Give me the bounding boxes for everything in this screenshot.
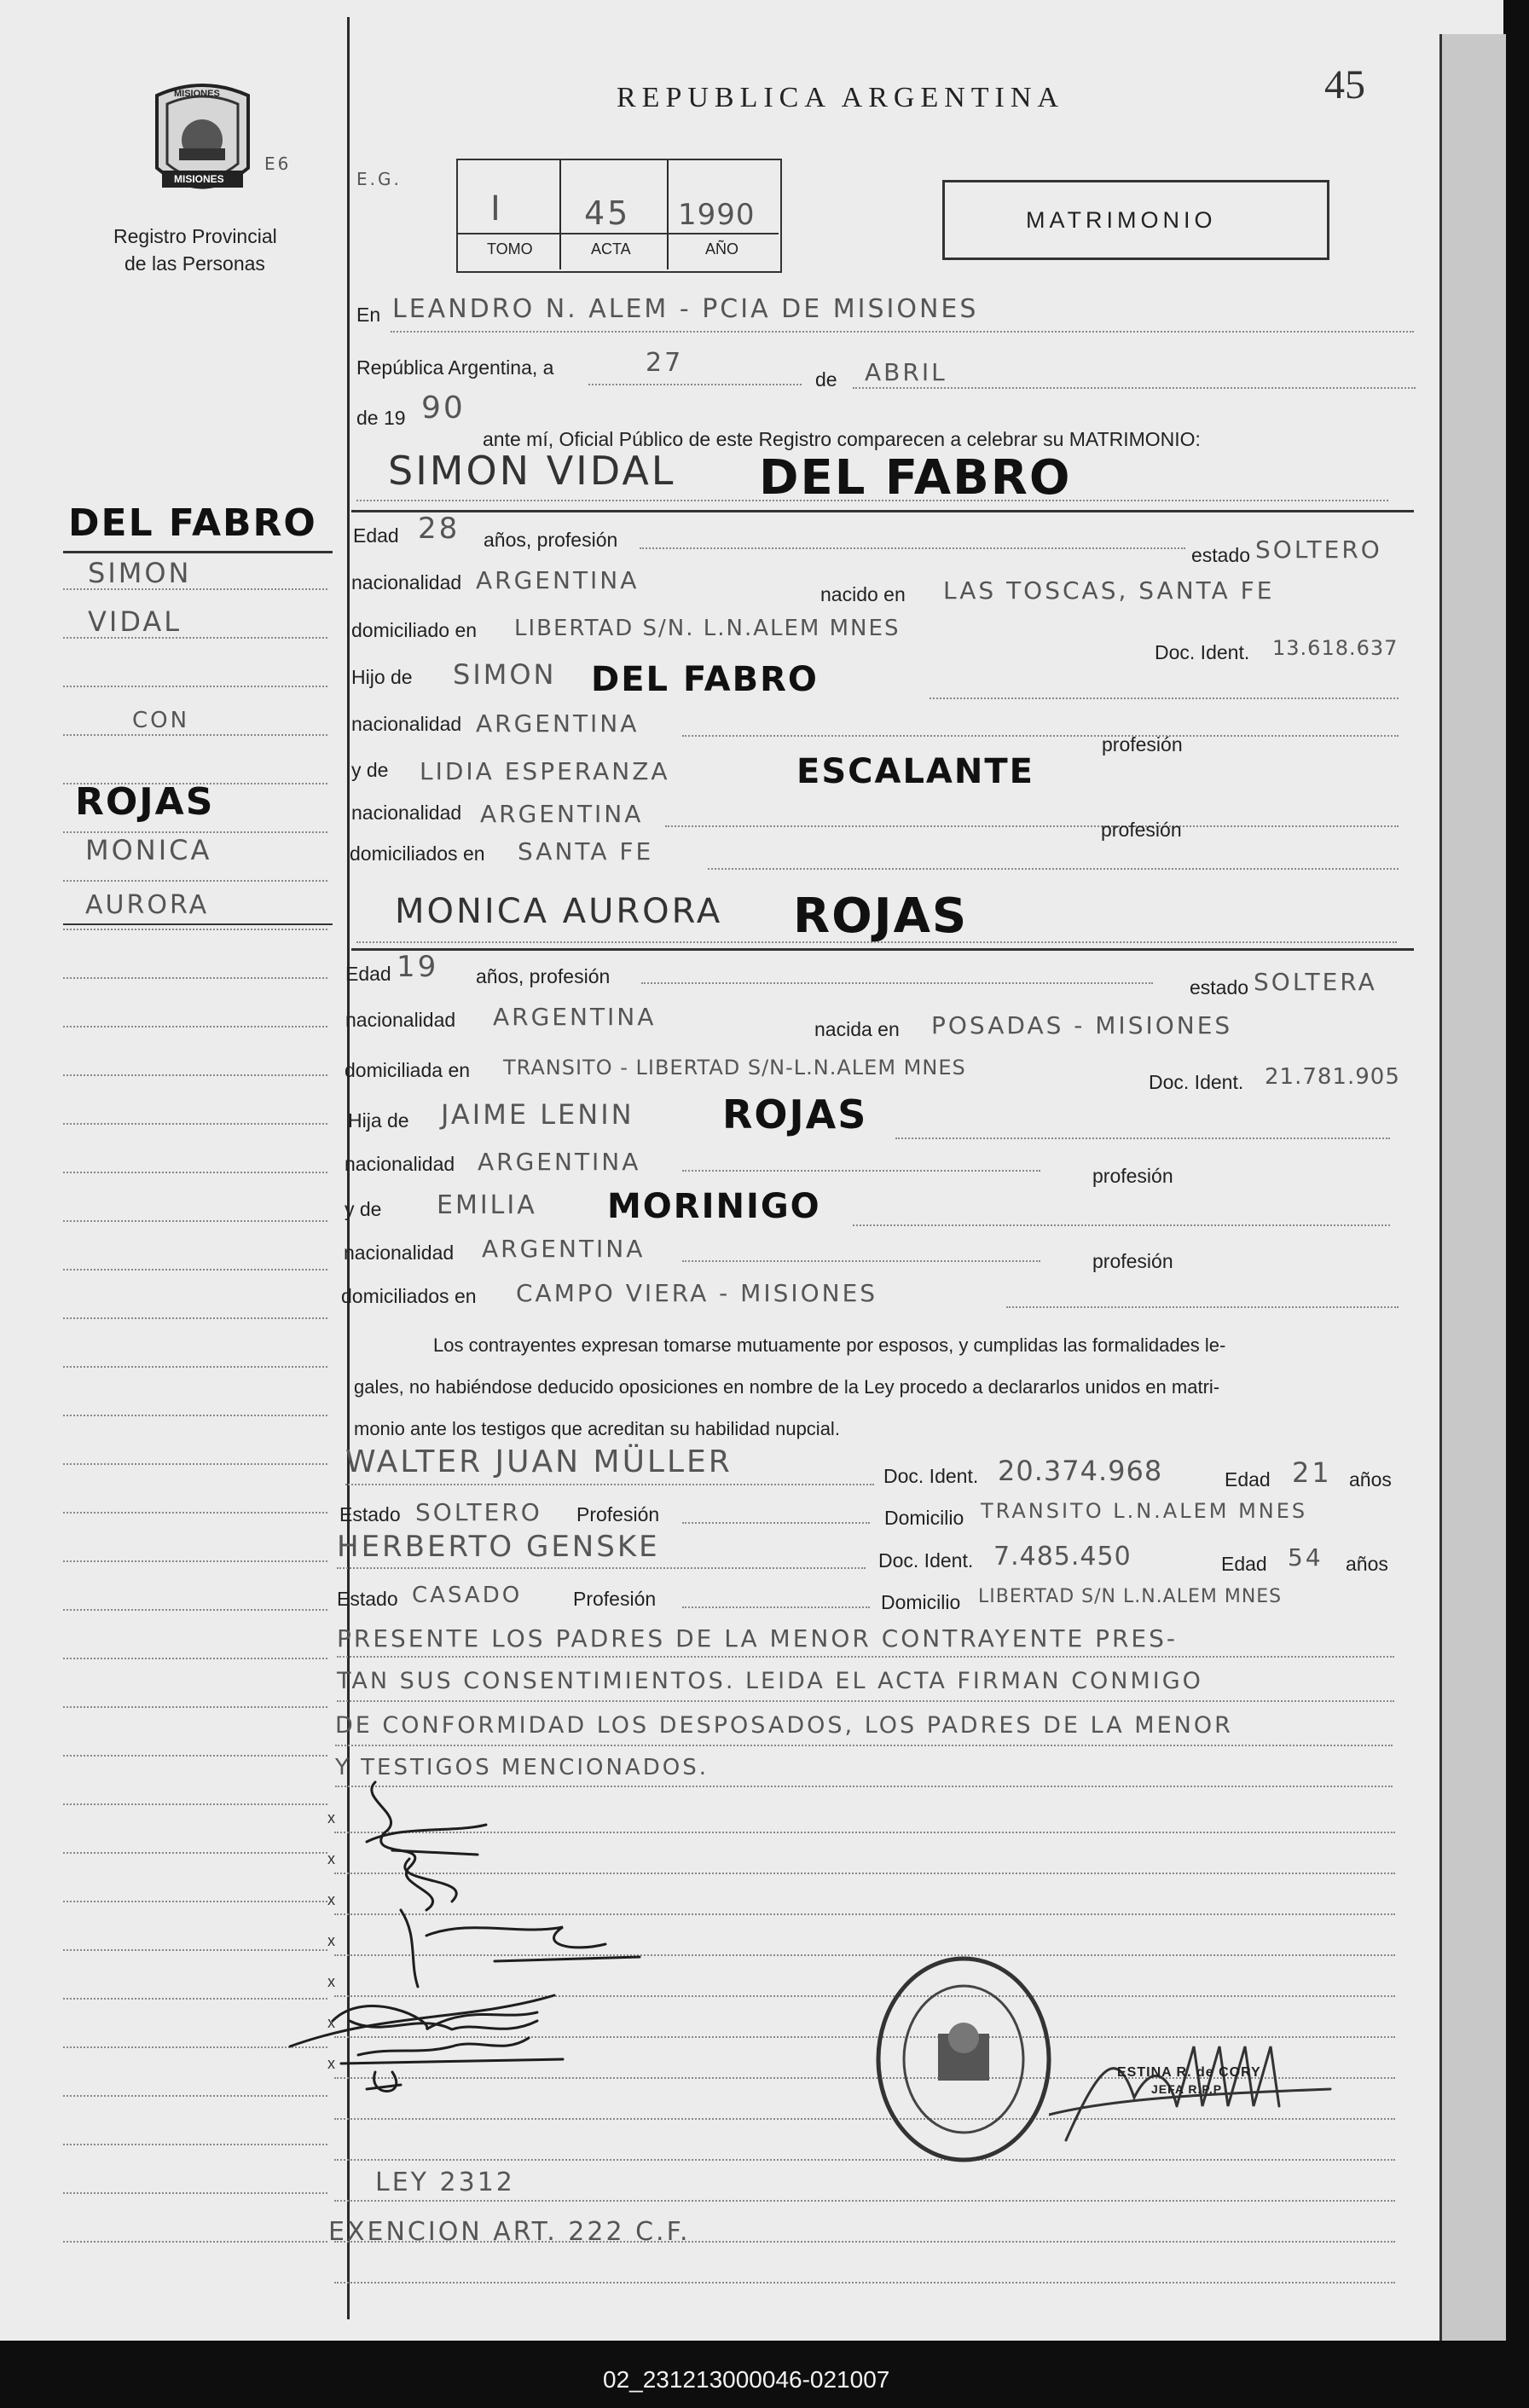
sidebar-bride-surname: ROJAS bbox=[75, 780, 215, 824]
footer-ley: LEY 2312 bbox=[375, 2168, 515, 2197]
witness2-domicilio-label: Domicilio bbox=[881, 1591, 961, 1613]
tomo-value: I bbox=[490, 189, 503, 229]
fill-line bbox=[682, 735, 1399, 737]
fill-line bbox=[682, 1170, 1040, 1172]
sidebar-line bbox=[63, 831, 327, 833]
bride-edad-label: Edad bbox=[345, 963, 391, 985]
fill-line bbox=[682, 1606, 870, 1608]
official-stamp-name: ESTINA R. de CORY bbox=[1117, 2065, 1261, 2080]
groom-mother-nacionalidad-label: nacionalidad bbox=[351, 802, 462, 824]
bride-father-profesion-label: profesión bbox=[1092, 1165, 1173, 1187]
sidebar-rule bbox=[63, 923, 333, 925]
witness2-doc: 7.485.450 bbox=[993, 1542, 1132, 1572]
signature-x-mark: x bbox=[327, 1891, 335, 1908]
fill-line bbox=[1006, 1306, 1399, 1308]
sidebar-line bbox=[63, 1220, 327, 1222]
republica-label: República Argentina, a bbox=[356, 356, 554, 379]
year-suffix: 90 bbox=[421, 391, 466, 425]
signature-line bbox=[334, 2200, 1395, 2202]
fill-line bbox=[345, 1484, 874, 1485]
bride-anos-profesion: años, profesión bbox=[476, 965, 611, 987]
fill-line bbox=[356, 500, 1388, 501]
seal-top-text: MISIONES bbox=[174, 89, 220, 99]
fill-line bbox=[335, 1745, 1393, 1746]
fill-line bbox=[641, 982, 1153, 984]
witness1-domicilio: TRANSITO L.N.ALEM MNES bbox=[981, 1499, 1308, 1523]
groom-father-surname: DEL FABRO bbox=[591, 660, 819, 699]
witness1-name: WALTER JUAN MÜLLER bbox=[345, 1444, 733, 1479]
sidebar-line bbox=[63, 1658, 327, 1659]
witness2-edad-label: Edad bbox=[1221, 1553, 1267, 1575]
bride-father-nacionalidad: ARGENTINA bbox=[478, 1148, 641, 1176]
notes-line1: PRESENTE LOS PADRES DE LA MENOR CONTRAYENTE PRES- bbox=[337, 1624, 1179, 1653]
groom-domiciliado-label: domiciliado en bbox=[351, 619, 478, 641]
witness2-doc-label: Doc. Ident. bbox=[878, 1549, 974, 1572]
witness2-name: HERBERTO GENSKE bbox=[337, 1530, 660, 1564]
sidebar-line bbox=[63, 1609, 327, 1611]
act-type: MATRIMONIO bbox=[1026, 207, 1217, 233]
signature-x-mark: x bbox=[327, 2055, 335, 2072]
groom-father-name: SIMON bbox=[453, 658, 557, 691]
notes-line4: Y TESTIGOS MENCIONADOS. bbox=[335, 1755, 709, 1780]
fill-line bbox=[853, 1224, 1390, 1226]
bride-father-name: JAIME LENIN bbox=[441, 1098, 634, 1131]
acta-value: 45 bbox=[584, 194, 631, 232]
witness1-estado: SOLTERO bbox=[415, 1498, 542, 1526]
sidebar-line bbox=[63, 1366, 327, 1368]
witness2-profesion-label: Profesión bbox=[573, 1588, 657, 1610]
groom-nacionalidad: ARGENTINA bbox=[476, 566, 640, 594]
bride-surname: ROJAS bbox=[793, 889, 969, 944]
bride-age: 19 bbox=[397, 950, 439, 984]
image-caption: 02_231213000046-021007 bbox=[603, 2366, 890, 2393]
sidebar-bride-given-2: AURORA bbox=[85, 890, 210, 920]
handwritten-signatures bbox=[281, 1765, 682, 2106]
groom-mother-surname: ESCALANTE bbox=[796, 752, 1034, 791]
signature-x-mark: x bbox=[327, 2014, 335, 2031]
declaration-line1: Los contrayentes expresan tomarse mutuamente por esposos, y cumplidas las formalidades le- bbox=[433, 1334, 1226, 1356]
witness1-profesion-label: Profesión bbox=[576, 1503, 660, 1525]
signature-x-mark: x bbox=[327, 1850, 335, 1867]
registry-line2: de las Personas bbox=[125, 252, 265, 275]
fill-line bbox=[391, 331, 1414, 333]
groom-estado: SOLTERO bbox=[1255, 535, 1382, 564]
sidebar-line bbox=[63, 1560, 327, 1562]
bride-birthplace: POSADAS - MISIONES bbox=[931, 1011, 1233, 1039]
notes-line3: DE CONFORMIDAD LOS DESPOSADOS, LOS PADRES DE LA MENOR bbox=[335, 1712, 1233, 1739]
tomo-label: TOMO bbox=[487, 240, 533, 258]
province-seal bbox=[145, 78, 260, 206]
fill-line bbox=[337, 1700, 1394, 1702]
sidebar-line bbox=[63, 1755, 327, 1757]
sidebar-line bbox=[63, 588, 327, 590]
groom-edad-label: Edad bbox=[353, 524, 399, 547]
sidebar-line bbox=[63, 1074, 327, 1076]
bride-domiciliada-label: domiciliada en bbox=[345, 1059, 471, 1081]
fill-line bbox=[682, 1522, 870, 1524]
groom-doc-label: Doc. Ident. bbox=[1155, 641, 1250, 663]
witness1-anos-label: años bbox=[1349, 1468, 1392, 1491]
year-prefix: de 19 bbox=[356, 407, 406, 429]
bride-parents-domicilio: CAMPO VIERA - MISIONES bbox=[516, 1279, 878, 1307]
bride-mother-nacionalidad-label: nacionalidad bbox=[344, 1242, 455, 1264]
signature-line bbox=[334, 2159, 1395, 2161]
fill-line bbox=[853, 387, 1416, 389]
marriage-day: 27 bbox=[646, 348, 684, 378]
fill-line bbox=[930, 698, 1399, 699]
groom-father-nacionalidad: ARGENTINA bbox=[476, 709, 640, 738]
fill-line bbox=[356, 941, 1397, 943]
sidebar-line bbox=[63, 1706, 327, 1708]
groom-parents-domicilio: SANTA FE bbox=[518, 837, 654, 865]
fill-line bbox=[682, 1260, 1040, 1262]
sidebar-line bbox=[63, 2192, 327, 2194]
de-label: de bbox=[815, 368, 837, 391]
official-stamp-title: JEFA R.P.P bbox=[1151, 2082, 1223, 2096]
bride-yde-label: y de bbox=[345, 1198, 382, 1220]
sidebar-line bbox=[63, 1512, 327, 1514]
official-round-stamp bbox=[870, 1953, 1057, 2166]
bride-nacida-label: nacida en bbox=[814, 1018, 900, 1040]
witness2-anos-label: años bbox=[1346, 1553, 1388, 1575]
sidebar-line bbox=[63, 1172, 327, 1173]
sidebar-line bbox=[63, 1415, 327, 1416]
witness2-domicilio: LIBERTAD S/N L.N.ALEM MNES bbox=[978, 1586, 1283, 1607]
sidebar-given-1: SIMON bbox=[88, 557, 192, 589]
sidebar-line bbox=[63, 783, 327, 784]
official-signature bbox=[1049, 2012, 1356, 2157]
bride-father-nacionalidad-label: nacionalidad bbox=[345, 1153, 455, 1175]
groom-mother-profesion-label: profesión bbox=[1101, 819, 1182, 841]
marriage-place: LEANDRO N. ALEM - PCIA DE MISIONES bbox=[392, 294, 979, 324]
witness1-doc: 20.374.968 bbox=[998, 1455, 1163, 1487]
ano-label: AÑO bbox=[705, 240, 739, 258]
bride-mother-name: EMILIA bbox=[437, 1190, 537, 1220]
signature-x-mark: x bbox=[327, 1809, 335, 1826]
groom-doc: 13.618.637 bbox=[1272, 636, 1399, 660]
en-label: En bbox=[356, 304, 381, 326]
sidebar-given-2: VIDAL bbox=[88, 605, 182, 638]
groom-mother-nacionalidad: ARGENTINA bbox=[480, 800, 644, 828]
sidebar-line bbox=[63, 1026, 327, 1027]
ante-text: ante mí, Oficial Público de este Registro comparecen a celebrar su MATRIMONIO: bbox=[483, 428, 1201, 450]
groom-anos-profesion: años, profesión bbox=[484, 529, 618, 551]
box-divider bbox=[667, 160, 669, 269]
marriage-month: ABRIL bbox=[865, 358, 947, 386]
box-baseline bbox=[458, 233, 779, 234]
seal-bottom-text: MISIONES bbox=[174, 173, 224, 185]
witness1-domicilio-label: Domicilio bbox=[884, 1507, 964, 1529]
bride-domicilio: TRANSITO - LIBERTAD S/N-L.N.ALEM MNES bbox=[503, 1056, 966, 1080]
margin-note-e6: E6 bbox=[264, 153, 292, 174]
groom-age: 28 bbox=[418, 512, 460, 546]
groom-yde-label: y de bbox=[351, 759, 389, 781]
groom-domiciliados-label: domiciliados en bbox=[350, 842, 485, 865]
notes-line2: TAN SUS CONSENTIMIENTOS. LEIDA EL ACTA FIRMAN CONMIGO bbox=[337, 1668, 1203, 1694]
bride-mother-nacionalidad: ARGENTINA bbox=[482, 1235, 646, 1263]
sidebar-line bbox=[63, 1463, 327, 1465]
page-edge bbox=[1439, 34, 1506, 2362]
signature-x-mark: x bbox=[327, 1973, 335, 1990]
fill-line bbox=[588, 384, 802, 385]
sidebar-line bbox=[63, 686, 327, 687]
bride-domiciliados-label: domiciliados en bbox=[341, 1285, 477, 1307]
sidebar-line bbox=[63, 1123, 327, 1125]
signature-x-mark: x bbox=[327, 1932, 335, 1949]
bride-nacionalidad: ARGENTINA bbox=[493, 1003, 657, 1031]
page-number: 45 bbox=[1324, 62, 1365, 107]
sidebar-line bbox=[63, 637, 327, 639]
country-title: REPUBLICA ARGENTINA bbox=[617, 82, 1064, 113]
sidebar-line bbox=[63, 2144, 327, 2145]
sidebar-surname: DEL FABRO bbox=[68, 501, 317, 545]
sidebar-line bbox=[63, 2241, 327, 2243]
sidebar-bride-given-1: MONICA bbox=[85, 834, 212, 866]
witness1-edad: 21 bbox=[1292, 1456, 1332, 1489]
fill-line bbox=[337, 1656, 1394, 1658]
groom-father-profesion-label: profesión bbox=[1102, 733, 1183, 755]
fill-line bbox=[895, 1137, 1390, 1139]
bride-father-surname: ROJAS bbox=[722, 1091, 868, 1137]
groom-given-names: SIMON VIDAL bbox=[388, 448, 676, 494]
groom-nacionalidad-label: nacionalidad bbox=[351, 571, 462, 593]
groom-hijo-label: Hijo de bbox=[351, 666, 413, 688]
signature-line bbox=[334, 2282, 1395, 2284]
bride-mother-profesion-label: profesión bbox=[1092, 1250, 1173, 1272]
declaration-line2: gales, no habiéndose deducido oposiciones en nombre de la Ley procedo a declararlos unidos en matri- bbox=[354, 1376, 1220, 1398]
bride-mother-surname: MORINIGO bbox=[607, 1187, 821, 1226]
acta-label: ACTA bbox=[591, 240, 631, 258]
witness2-estado: CASADO bbox=[412, 1583, 523, 1608]
witness2-estado-label: Estado bbox=[337, 1588, 398, 1610]
sidebar-line bbox=[63, 1317, 327, 1319]
bride-given-names: MONICA AURORA bbox=[395, 892, 723, 931]
groom-nacido-label: nacido en bbox=[820, 583, 906, 605]
witness2-edad: 54 bbox=[1288, 1543, 1323, 1572]
declaration-line3: monio ante los testigos que acreditan su habilidad nupcial. bbox=[354, 1418, 840, 1439]
groom-surname: DEL FABRO bbox=[759, 450, 1072, 506]
fill-line bbox=[337, 1567, 866, 1569]
sidebar-con: CON bbox=[132, 708, 190, 733]
groom-father-nacionalidad-label: nacionalidad bbox=[351, 713, 462, 735]
registry-line1: Registro Provincial bbox=[113, 225, 277, 247]
bride-doc-label: Doc. Ident. bbox=[1149, 1071, 1244, 1093]
witness1-estado-label: Estado bbox=[339, 1503, 401, 1525]
fill-line bbox=[708, 868, 1399, 870]
bride-hija-label: Hija de bbox=[348, 1109, 409, 1132]
box-divider bbox=[559, 160, 561, 269]
sidebar-line bbox=[63, 1269, 327, 1271]
groom-mother-name: LIDIA ESPERANZA bbox=[420, 757, 670, 785]
sidebar-line bbox=[63, 880, 327, 882]
sidebar-line bbox=[63, 734, 327, 736]
sidebar-line bbox=[63, 929, 327, 930]
bride-estado-label: estado bbox=[1190, 976, 1249, 999]
groom-estado-label: estado bbox=[1191, 544, 1251, 566]
bride-doc: 21.781.905 bbox=[1265, 1064, 1400, 1090]
margin-note-eg: E.G. bbox=[356, 169, 402, 189]
bride-estado: SOLTERA bbox=[1254, 968, 1377, 996]
ano-value: 1990 bbox=[678, 198, 756, 232]
groom-domicilio: LIBERTAD S/N. L.N.ALEM MNES bbox=[514, 616, 901, 641]
sidebar-rule bbox=[63, 551, 333, 553]
bride-nacionalidad-label: nacionalidad bbox=[345, 1009, 456, 1031]
fill-line bbox=[665, 825, 1399, 827]
groom-birthplace: LAS TOSCAS, SANTA FE bbox=[943, 576, 1275, 605]
witness1-doc-label: Doc. Ident. bbox=[883, 1465, 979, 1487]
footer-exencion: EXENCION ART. 222 C.F. bbox=[328, 2217, 691, 2247]
section-rule bbox=[351, 948, 1414, 951]
sidebar-line bbox=[63, 977, 327, 979]
section-rule bbox=[351, 510, 1414, 512]
fill-line bbox=[640, 547, 1185, 549]
witness1-edad-label: Edad bbox=[1225, 1468, 1271, 1491]
